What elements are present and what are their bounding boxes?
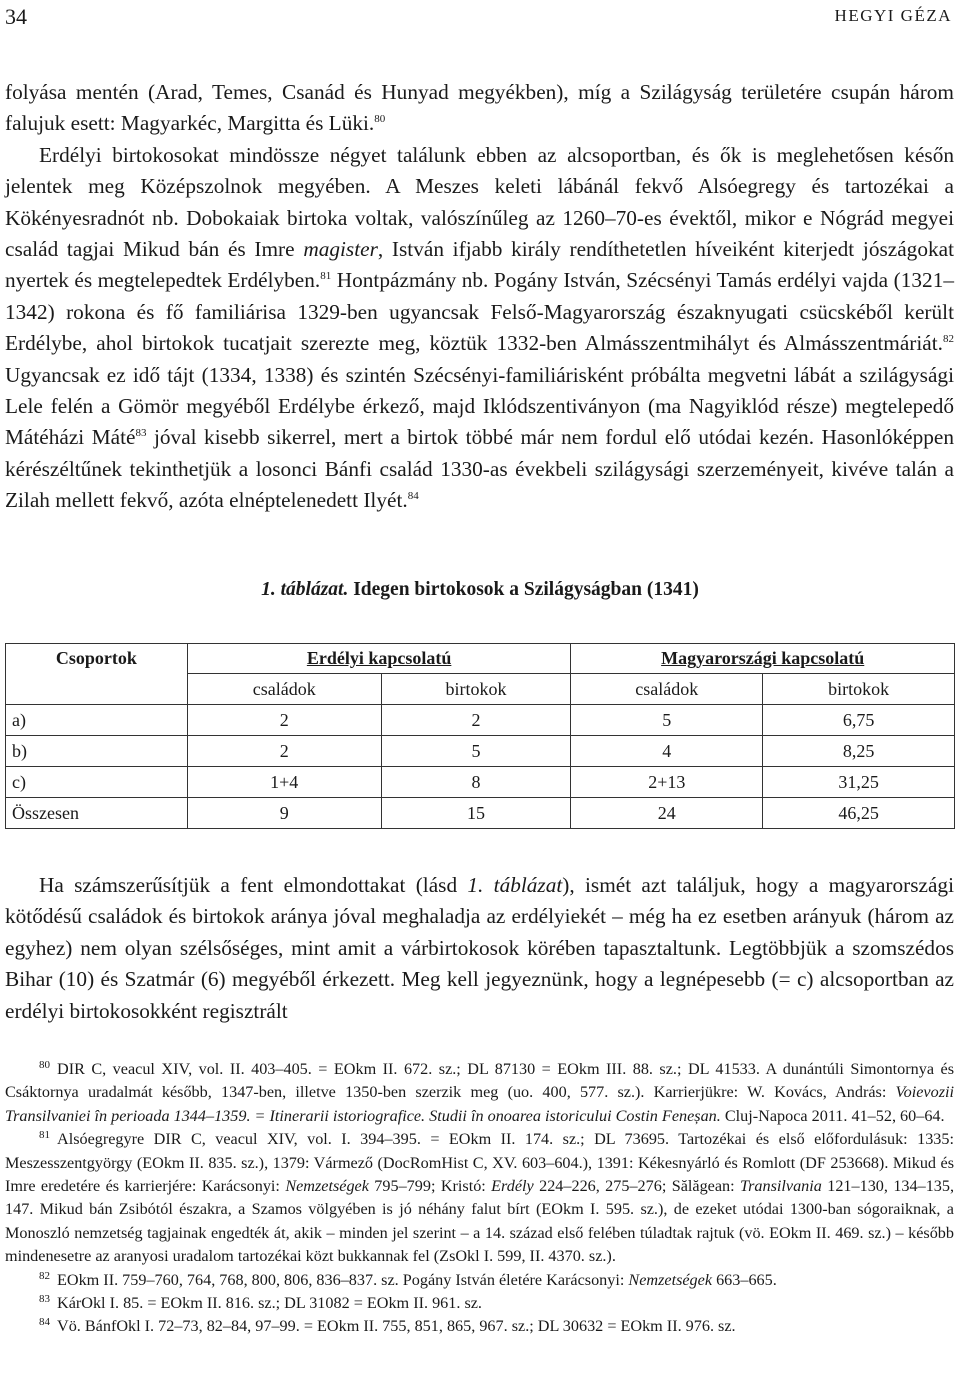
footnote-text: 795–799; Kristó: [368,1177,492,1196]
footnote-italic: Transilvania [740,1177,822,1196]
footnote-italic: Nemzetségek [285,1177,369,1196]
table-cell: 9 [187,798,381,829]
footnote-text: 663–665. [712,1270,777,1289]
paragraph-1 [5,77,954,140]
footnote-81 [5,1128,954,1268]
table-header-row [6,644,955,674]
running-header [5,4,952,34]
table-caption-label: 1. táblázat. [261,579,349,600]
table-cell: 2+13 [571,767,763,798]
row-label: b) [6,736,188,767]
footnote-number: 82 [39,1269,50,1282]
paragraph-3 [5,870,954,1027]
footnote-text: DIR C, veacul XIV, vol. II. 403–405. = EOkm II. 672. sz.; DL 87130 = EOkm III. 88. sz.; DL 41533. A dunántúli Simontornya és Csáktornya uradalmát később, 1347-ben, illetve 1350-ben szerzik meg (uo. 400, 577. sz.). Karrierjükre: W. Kovács, András: [5,1060,954,1102]
main-text [5,77,954,517]
paragraph-2-text-a: Erdélyi birtokosokat mindössze négyet találunk ebben az alcsoportban, és ők is meglehetősen későn jelentek meg Középszolnok megyében. A Meszes keleti lábánál fekvő Alsóegregy és tartozékai a Kökényesradnót nb. Dobokaiak birtoka voltak, valószínűleg az 1260–70-es évektől, mikor e Nógrád megyei család tagjai Mikud bán és Imre [5,142,954,262]
table-cell: 8 [381,767,571,798]
footnote-83 [5,1292,954,1315]
footnote-number: 80 [39,1059,50,1071]
footnote-number: 83 [39,1293,50,1306]
footnote-text: EOkm II. 759–760, 764, 768, 800, 806, 836–837. sz. Pogány István életére Karácsonyi: [57,1270,629,1289]
footnote-text: Cluj-Napoca 2011. 41–52, 60–64. [720,1106,945,1125]
footnote-text: Vö. BánfOkl I. 72–73, 82–84, 97–99. = EOkm II. 755, 851, 865, 967. sz.; DL 30632 = EOkm II. 976. sz. [57,1317,736,1336]
header-magyarorszagi-label: Magyarországi kapcsolatú [661,648,865,668]
table-row [6,767,955,798]
table-cell: 5 [571,705,763,736]
header-erdelyi-label: Erdélyi kapcsolatú [306,648,452,668]
table-row-total [6,798,955,829]
data-table [5,643,955,829]
paragraph-2-text-c: Hontpázmány nb. Pogány István, Szécsényi Tamás erdélyi vajda (1321–1342) rokona és fő familiárisa 1329-ben ugyancsak Felső-Magyarország északnyugati csücskéből került Erdélybe, ahol birtokok tucatjait szerezte meg, köztük 1332-ben Almásszentmihályt és Almásszentmáriát. [5,268,954,356]
paragraph-1-text: folyása mentén (Arad, Temes, Csanád és Hunyad megyékben), míg a Szilágyság területére csupán három falujuk esett: Magyarkéc, Margitta és Lüki. [5,80,954,136]
table-subheader-row [6,674,955,705]
table-cell: 6,75 [763,705,955,736]
page-number: 34 [5,4,27,29]
footnote-ref-81: 81 [320,270,332,283]
table-cell: 31,25 [763,767,955,798]
table-caption [0,579,960,601]
row-label: a) [6,705,188,736]
footnote-80 [5,1058,954,1128]
table-row [6,705,955,736]
footnote-italic: Erdély [491,1177,534,1196]
footnote-ref-80: 80 [374,113,386,126]
paragraph-3-body [5,870,954,1027]
paragraph-3-text-b: ), ismét azt találjuk, hogy a magyarországi kötődésű családok és birtokok aránya jóval meghaladja az erdélyiekét – még ha ez esetben arányuk (három az egyhez) nem olyan szélsőséges, mint amit a várbirtokosok körében tapasztaltunk. Legtöbbjük a szomszédos Bihar (10) és Szatmár (6) megyéből érkezett. Meg kell jegyeznünk, hogy a legnépesebb (= c) alcsoportban az erdélyi birtokosokként regisztrált [5,873,954,1023]
footnote-number: 81 [39,1129,50,1142]
footnote-text: Alsóegregyre DIR C, veacul XIV, vol. I. 394–395. = EOkm II. 174. sz.; DL 73695. Tartozékai és első előfordulásuk: 1335: Meszesszentgyörgy (EOkm II. 835. sz.), 1379: Vármező (DocRomHist C, XV. 603–604.), 1391: Kékesnyárló és Romlott (DF 253668). Mikud és Imre eredetére és karrierjére: Karácsonyi: [5,1130,954,1196]
table-cell: 2 [381,705,571,736]
footnote-ref-84: 84 [407,490,419,503]
subheader-cell: családok [187,674,381,705]
header-groups: Csoportok [6,644,188,674]
footnotes [5,1058,954,1339]
footnote-italic: Nemzetségek [628,1270,713,1289]
row-label: Összesen [6,798,188,829]
footnote-text: 121–130, 134–135, 147. Mikud bán Zsibótól északra, a Szamos völgyében is jó néhány falut bírt (EOkm I. 595. sz.), de ezeket utódai 1300-ban sógoraiknak, a Monoszló nemzetség tagjainak engedték át, akik – minden jel szerint – a 14. század első felében túladtak rajtuk (vö. EOkm II. 469. sz.) – később mindenesetre az aranyosi uradalom tartozékai közt bukkannak fel (ZsOkl I. 599, II. 4370. sz.). [5,1177,955,1266]
header-erdelyi [187,644,571,674]
paragraph-3-text-a: Ha számszerűsítjük a fent elmondottakat (lásd [39,873,468,897]
paragraph-3-italic: 1. táblázat [467,873,563,897]
table-cell: 8,25 [763,736,955,767]
footnote-ref-83: 83 [135,427,147,440]
footnote-82 [5,1269,954,1292]
table-cell: 4 [571,736,763,767]
table-row [6,736,955,767]
table-cell: 2 [187,705,381,736]
paragraph-2-italic: magister [303,237,378,262]
footnote-text: 224–226, 275–276; Sălăgean: [533,1177,741,1196]
paragraph-2-text-d: Ugyancsak ez idő tájt (1334, 1338) és szintén Szécsényi-familiárisként próbálta megvetni lábát a szilágysági Lele felén a Gömör megyéből Erdélybe érkező, majd Iklódszentiványon (ma Nagyiklód része) megtelepedő Mátéházi Máté [5,362,954,450]
header-magyarorszagi [571,644,955,674]
paragraph-2 [5,140,954,517]
running-header-author: HEGYI GÉZA [834,6,952,25]
paragraph-2-text-e: jóval kisebb sikerrel, mert a birtok többé már nem fordul elő utódai kezén. Hasonlóképpen kérészéltűnek tekinthetjük a losonci Bánfi család 1330-as évekbeli szilágysági szerzeményeit, kivéve talán a Zilah mellett fekvő, azóta elnéptelenedett Ilyét. [5,425,954,513]
table-caption-title: Idegen birtokosok a Szilágyságban (1341) [353,579,699,600]
subheader-cell: birtokok [381,674,571,705]
table-cell: 1+4 [187,767,381,798]
row-label: c) [6,767,188,798]
table-cell: 5 [381,736,571,767]
footnote-italic: Voievozii Transilvaniei în perioada 1344–1359. = Itinerarii istoriografice. Studii în onoarea istoricului Costin Feneșan. [5,1083,954,1125]
footnote-number: 84 [39,1316,50,1329]
footnote-84 [5,1315,954,1338]
table-cell: 2 [187,736,381,767]
subheader-cell: birtokok [763,674,955,705]
paragraph-2-text-b: , István ifjabb király rendíthetetlen híveiként kiterjedt jószágokat nyertek és megtelepedtek Erdélyben. [5,237,954,293]
table-cell: 15 [381,798,571,829]
table-cell: 24 [571,798,763,829]
footnote-text: KárOkl I. 85. = EOkm II. 816. sz.; DL 31082 = EOkm II. 961. sz. [57,1294,482,1313]
footnote-ref-82: 82 [943,333,954,346]
subheader-empty [6,674,188,705]
table-cell: 46,25 [763,798,955,829]
subheader-cell: családok [571,674,763,705]
